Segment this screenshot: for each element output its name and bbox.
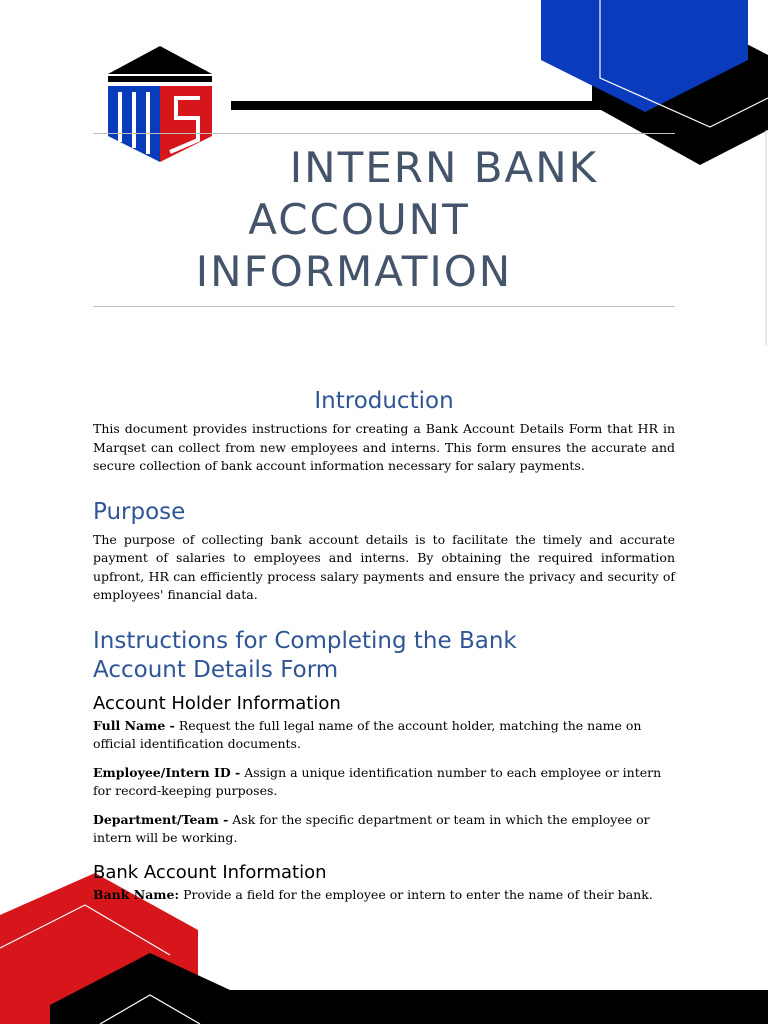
document-body <box>93 386 675 914</box>
item-label: Department/Team - <box>93 811 229 827</box>
item-text: Ask for the specific department or team in which the employee or intern will be working. <box>93 811 650 845</box>
bottom-black-shape <box>50 953 768 1024</box>
title-line-2: ACCOUNT <box>248 195 470 244</box>
list-item <box>93 717 675 754</box>
item-label: Employee/Intern ID - <box>93 764 241 780</box>
header-bar <box>231 101 624 110</box>
document-title <box>93 142 675 298</box>
list-item <box>93 764 675 801</box>
logo-roof <box>108 46 212 74</box>
list-item <box>93 811 675 848</box>
list-item <box>93 886 675 905</box>
item-label: Bank Name: <box>93 886 180 902</box>
purpose-text: The purpose of collecting bank account details is to facilitate the timely and accurate payment of salaries to employees and interns. By obtaining the required information upfront, HR can efficiently process salary payments and ensure the privacy and security of employees' financial data. <box>93 531 675 602</box>
instructions-heading: Instructions for Completing the Bank Account Details Form <box>93 627 517 683</box>
introduction-text: This document provides instructions for creating a Bank Account Details Form that HR in Marqset can collect from new employees and interns. This form ensures the accurate and secure collection of bank account information necessary for salary payments. <box>93 421 675 473</box>
item-text: Request the full legal name of the account holder, matching the name on official identification documents. <box>93 717 642 751</box>
item-text: Provide a field for the employee or intern to enter the name of their bank. <box>179 886 653 902</box>
title-line-3: INFORMATION <box>195 247 513 296</box>
item-text: Assign a unique identification number to each employee or intern for record-keeping purposes. <box>93 764 662 798</box>
top-rule <box>93 133 675 134</box>
bank-account-heading: Bank Account Information <box>93 861 327 883</box>
item-label: Full Name - <box>93 717 175 733</box>
bottom-rule <box>93 306 675 307</box>
title-line-1: INTERN BANK <box>289 143 599 192</box>
introduction-heading: Introduction <box>314 388 454 414</box>
account-holder-heading: Account Holder Information <box>93 692 341 714</box>
logo-bar <box>108 76 212 82</box>
purpose-heading: Purpose <box>93 498 186 525</box>
